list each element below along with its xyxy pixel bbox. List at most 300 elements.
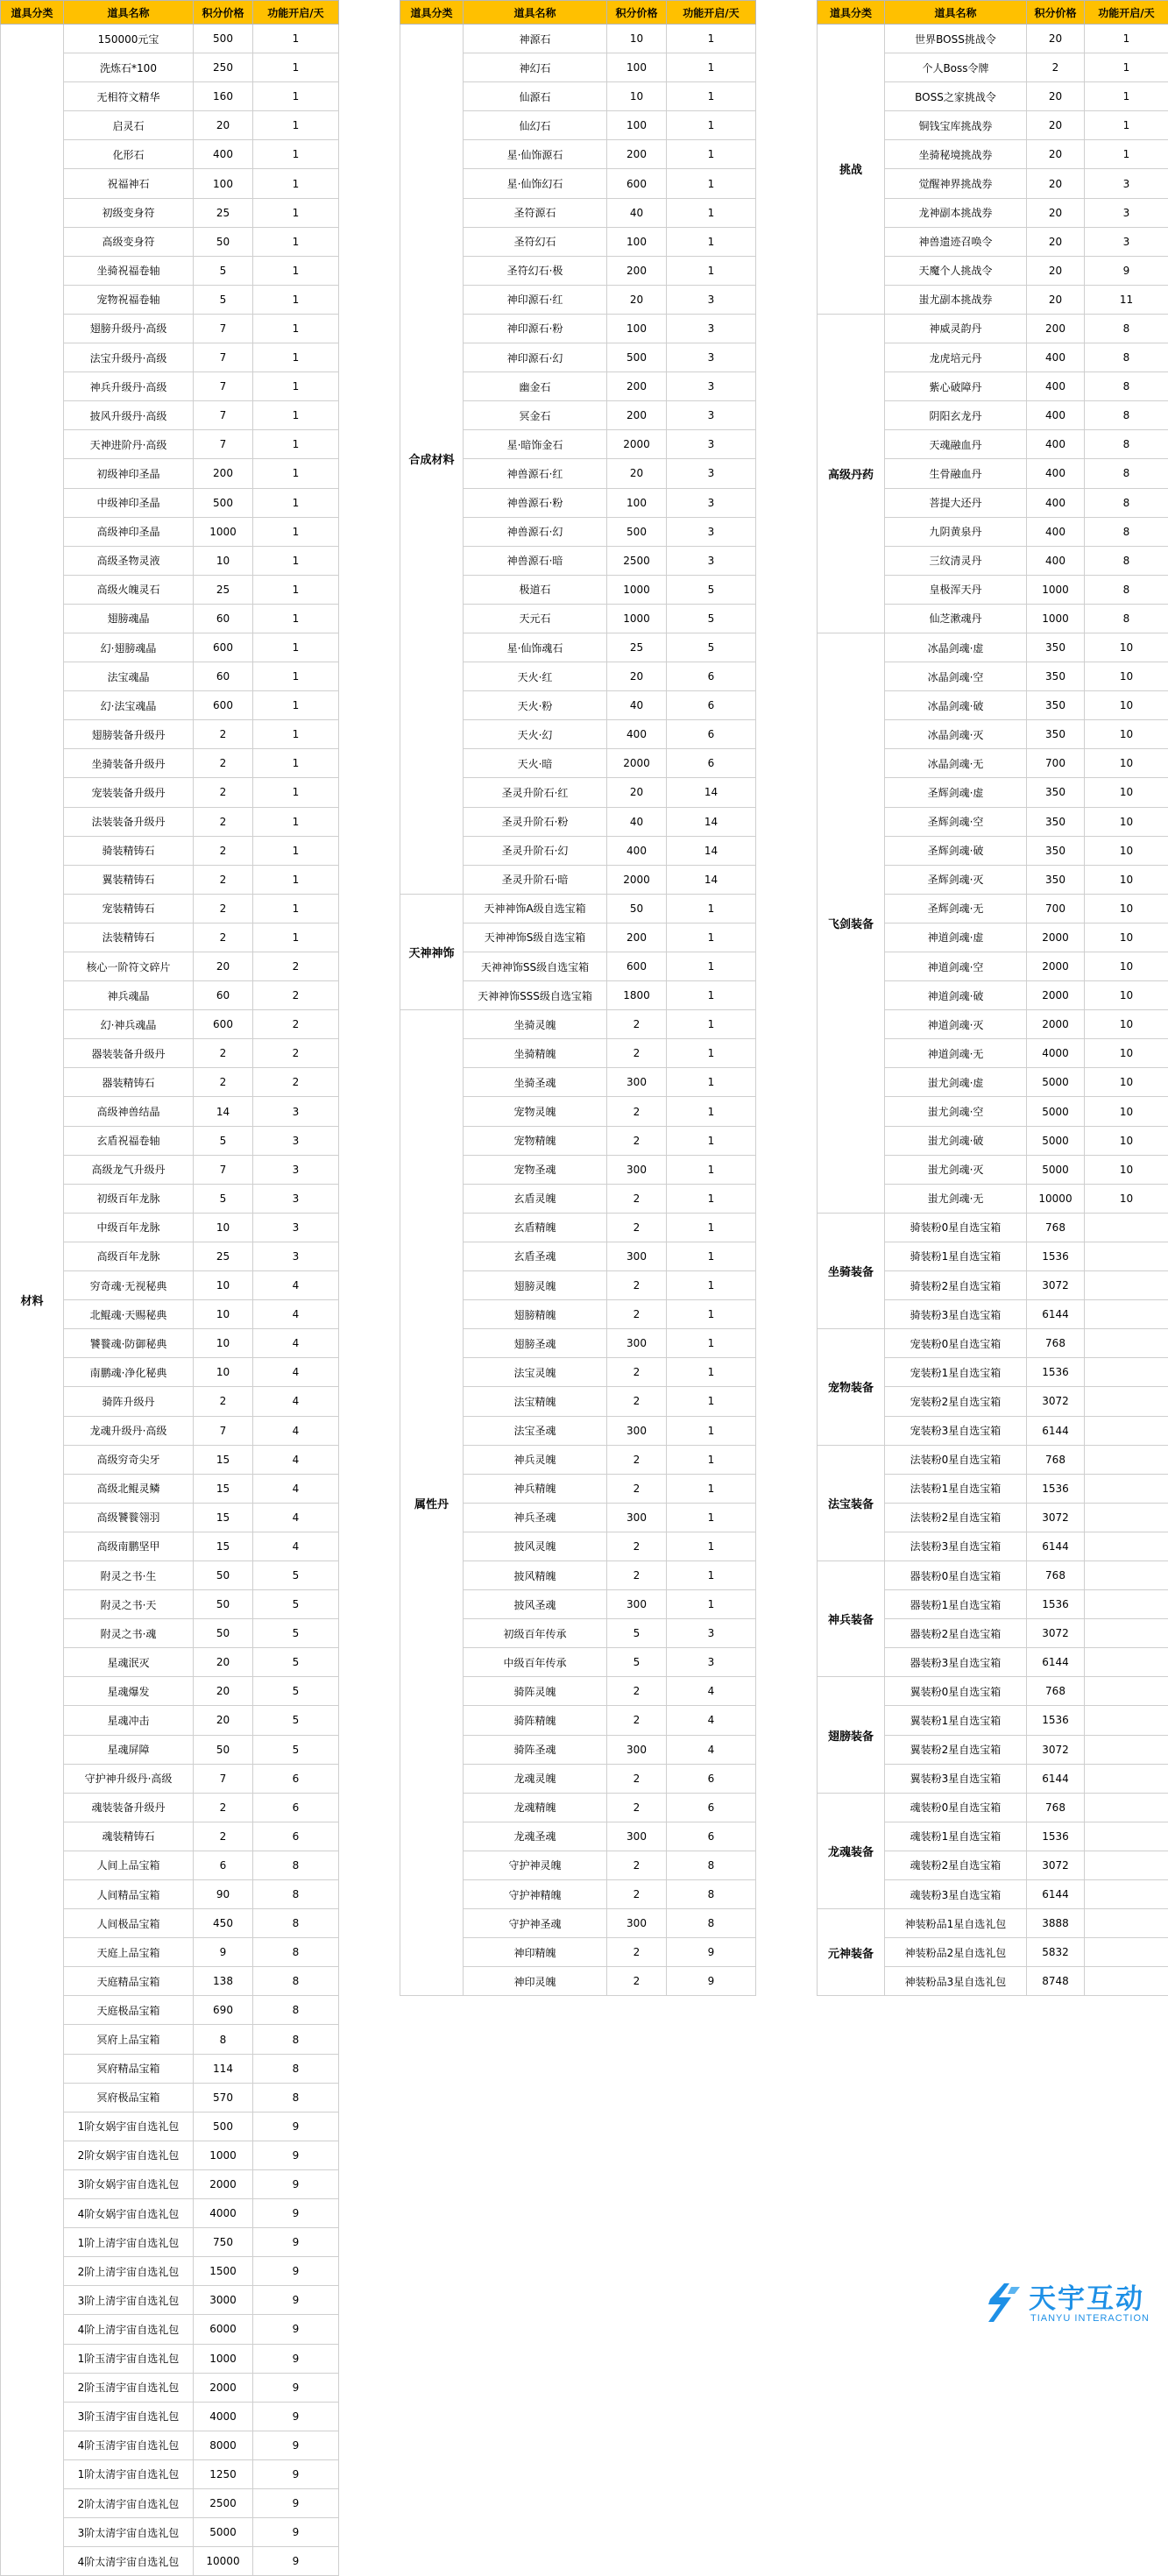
price-cell: 400: [1027, 343, 1085, 372]
day-cell: [1085, 1271, 1168, 1300]
name-cell: 天元石: [464, 604, 607, 633]
header-row: [400, 1, 756, 25]
price-cell: 100: [607, 111, 667, 140]
day-cell: 9: [253, 2169, 339, 2198]
day-cell: 1: [253, 372, 339, 401]
name-cell: 坐骑圣魂: [464, 1068, 607, 1097]
day-cell: 9: [253, 2112, 339, 2141]
day-cell: 8: [667, 1851, 756, 1879]
day-cell: 1: [667, 1213, 756, 1242]
name-cell: 骑阵灵魄: [464, 1677, 607, 1706]
name-cell: 圣辉剑魂·无: [885, 894, 1027, 923]
header-row: [818, 1, 1168, 25]
name-cell: 神兵魂晶: [64, 981, 194, 1010]
price-table-middle: [400, 0, 756, 1996]
price-cell: 200: [607, 140, 667, 169]
day-cell: 5: [253, 1619, 339, 1648]
day-cell: 1: [667, 53, 756, 82]
price-cell: 1000: [194, 517, 253, 546]
price-cell: 2: [607, 1213, 667, 1242]
day-cell: 14: [667, 865, 756, 894]
table-row: [400, 1010, 756, 1039]
day-cell: 1: [253, 865, 339, 894]
name-cell: 天火·粉: [464, 691, 607, 720]
day-cell: 6: [667, 1822, 756, 1851]
day-cell: 1: [667, 82, 756, 111]
price-cell: 1800: [607, 981, 667, 1010]
price-cell: 10: [194, 1300, 253, 1329]
day-cell: 3: [667, 430, 756, 459]
day-cell: 8: [667, 1880, 756, 1909]
price-cell: 300: [607, 1155, 667, 1184]
price-cell: 8000: [194, 2431, 253, 2459]
price-cell: 5000: [1027, 1155, 1085, 1184]
price-cell: 7: [194, 372, 253, 401]
table-row: [400, 894, 756, 923]
price-cell: 20: [1027, 25, 1085, 53]
name-cell: 披风圣魂: [464, 1590, 607, 1619]
price-cell: 400: [1027, 517, 1085, 546]
category-cell: 坐骑装备: [818, 1213, 885, 1328]
day-cell: 10: [1085, 1184, 1168, 1213]
day-cell: 1: [667, 1474, 756, 1503]
table-row: [818, 1445, 1168, 1474]
name-cell: 宠装精铸石: [64, 894, 194, 923]
day-cell: 1: [253, 691, 339, 720]
table-row: [818, 1213, 1168, 1242]
name-cell: 天神进阶丹·高级: [64, 430, 194, 459]
name-cell: 神印灵魄: [464, 1967, 607, 1996]
price-cell: 3072: [1027, 1735, 1085, 1764]
name-cell: 中级百年龙脉: [64, 1213, 194, 1242]
day-cell: 8: [1085, 575, 1168, 604]
name-cell: 神道剑魂·虚: [885, 923, 1027, 952]
name-cell: 器装粉3星自选宝箱: [885, 1648, 1027, 1677]
day-cell: 10: [1085, 836, 1168, 865]
price-cell: 2: [607, 1126, 667, 1155]
name-cell: 披风精魄: [464, 1560, 607, 1589]
table-row: [818, 1560, 1168, 1589]
day-cell: 2: [253, 981, 339, 1010]
day-cell: [1085, 1938, 1168, 1967]
price-cell: 5: [607, 1619, 667, 1648]
price-cell: 20: [194, 1677, 253, 1706]
name-cell: 无相符文精华: [64, 82, 194, 111]
table-row: [818, 1677, 1168, 1706]
day-cell: 10: [1085, 1039, 1168, 1068]
price-cell: 350: [1027, 691, 1085, 720]
price-cell: 7: [194, 314, 253, 343]
name-cell: 高级南鹏坚甲: [64, 1532, 194, 1560]
price-cell: 1536: [1027, 1242, 1085, 1270]
day-cell: 1: [667, 256, 756, 285]
price-cell: 1000: [1027, 604, 1085, 633]
name-cell: 法装装备升级丹: [64, 807, 194, 836]
name-cell: 天神神饰S级自选宝箱: [464, 923, 607, 952]
name-cell: 蚩尤剑魂·破: [885, 1126, 1027, 1155]
day-cell: [1085, 1677, 1168, 1706]
price-cell: 2: [607, 1271, 667, 1300]
name-cell: 神装粉品2星自选礼包: [885, 1938, 1027, 1967]
name-cell: 宠装粉2星自选宝箱: [885, 1387, 1027, 1416]
watermark-brand-en: TIANYU INTERACTION: [1030, 2313, 1150, 2324]
price-cell: 3000: [194, 2286, 253, 2315]
day-cell: 4: [667, 1735, 756, 1764]
name-cell: 翅膀灵魄: [464, 1271, 607, 1300]
name-cell: 坐骑装备升级丹: [64, 749, 194, 778]
price-cell: 2: [194, 1039, 253, 1068]
day-cell: 1: [667, 1010, 756, 1039]
name-cell: 星魂屏障: [64, 1735, 194, 1764]
price-cell: 600: [607, 169, 667, 198]
name-cell: 高级百年龙脉: [64, 1242, 194, 1270]
name-cell: 法装粉3星自选宝箱: [885, 1532, 1027, 1560]
name-cell: 冰晶剑魂·虚: [885, 633, 1027, 662]
price-cell: 7: [194, 401, 253, 430]
price-cell: 400: [607, 836, 667, 865]
day-cell: 5: [253, 1677, 339, 1706]
name-cell: 神印精魄: [464, 1938, 607, 1967]
day-cell: 8: [1085, 314, 1168, 343]
category-cell: 龙魂装备: [818, 1793, 885, 1908]
name-cell: 守护神精魄: [464, 1880, 607, 1909]
day-cell: 4: [253, 1300, 339, 1329]
day-cell: [1085, 1358, 1168, 1387]
price-cell: 700: [1027, 894, 1085, 923]
name-cell: 洗炼石*100: [64, 53, 194, 82]
name-cell: 2阶太清宇宙自选礼包: [64, 2488, 194, 2517]
name-cell: 圣灵升阶石·幻: [464, 836, 607, 865]
price-cell: 2: [194, 894, 253, 923]
price-cell: 6144: [1027, 1648, 1085, 1677]
day-cell: 4: [667, 1677, 756, 1706]
day-cell: 9: [253, 2141, 339, 2169]
day-cell: 8: [1085, 604, 1168, 633]
day-cell: [1085, 1822, 1168, 1851]
name-cell: 神道剑魂·破: [885, 981, 1027, 1010]
category-cell: 合成材料: [400, 25, 464, 895]
day-cell: 10: [1085, 981, 1168, 1010]
price-cell: 2000: [1027, 1010, 1085, 1039]
day-cell: 1: [1085, 25, 1168, 53]
price-cell: 200: [607, 401, 667, 430]
day-cell: 5: [667, 575, 756, 604]
price-cell: 20: [194, 952, 253, 981]
price-cell: 40: [607, 807, 667, 836]
name-cell: 法装精铸石: [64, 923, 194, 952]
name-cell: 魂装精铸石: [64, 1822, 194, 1851]
name-cell: 4阶太清宇宙自选礼包: [64, 2547, 194, 2576]
day-cell: 3: [253, 1097, 339, 1126]
name-cell: 2阶玉清宇宙自选礼包: [64, 2373, 194, 2402]
price-cell: 400: [1027, 459, 1085, 488]
name-cell: 翼装粉3星自选宝箱: [885, 1764, 1027, 1793]
price-cell: 160: [194, 82, 253, 111]
day-cell: 5: [667, 633, 756, 662]
price-cell: 2: [607, 1300, 667, 1329]
day-cell: 10: [1085, 1010, 1168, 1039]
name-cell: 阴阳玄龙丹: [885, 401, 1027, 430]
name-cell: 仙芝漱魂丹: [885, 604, 1027, 633]
day-cell: 1: [253, 169, 339, 198]
name-cell: 神兵升级丹·高级: [64, 372, 194, 401]
price-cell: 100: [607, 488, 667, 517]
price-cell: 90: [194, 1880, 253, 1909]
day-cell: 8: [1085, 343, 1168, 372]
name-cell: 冥府精品宝箱: [64, 2054, 194, 2083]
name-cell: 冰晶剑魂·灭: [885, 720, 1027, 749]
name-cell: 圣辉剑魂·破: [885, 836, 1027, 865]
name-cell: 神印源石·粉: [464, 314, 607, 343]
price-cell: 6144: [1027, 1764, 1085, 1793]
day-cell: [1085, 1590, 1168, 1619]
price-cell: 2: [607, 1039, 667, 1068]
day-cell: 1: [1085, 82, 1168, 111]
name-cell: 器装装备升级丹: [64, 1039, 194, 1068]
name-cell: 神兽源石·粉: [464, 488, 607, 517]
day-cell: 1: [667, 169, 756, 198]
day-cell: 8: [667, 1909, 756, 1938]
price-cell: 25: [607, 633, 667, 662]
day-cell: 4: [253, 1503, 339, 1532]
price-cell: 6144: [1027, 1532, 1085, 1560]
day-cell: [1085, 1909, 1168, 1938]
day-cell: [1085, 1474, 1168, 1503]
name-cell: 3阶女娲宇宙自选礼包: [64, 2169, 194, 2198]
name-cell: 玄盾灵魄: [464, 1184, 607, 1213]
price-cell: 2: [194, 778, 253, 807]
price-cell: 5: [607, 1648, 667, 1677]
price-cell: 20: [1027, 227, 1085, 256]
day-cell: 1: [253, 575, 339, 604]
day-cell: 1: [253, 140, 339, 169]
day-cell: 1: [1085, 53, 1168, 82]
name-cell: 神兵灵魄: [464, 1445, 607, 1474]
price-cell: 6: [194, 1851, 253, 1879]
name-cell: 器装粉2星自选宝箱: [885, 1619, 1027, 1648]
name-cell: 星魂冲击: [64, 1706, 194, 1735]
name-cell: 神印源石·红: [464, 285, 607, 314]
price-cell: 4000: [194, 2402, 253, 2431]
name-cell: 天庭上品宝箱: [64, 1938, 194, 1967]
price-cell: 50: [194, 1590, 253, 1619]
price-cell: 300: [607, 1822, 667, 1851]
price-cell: 2: [194, 923, 253, 952]
name-cell: 高级穷奇尖牙: [64, 1445, 194, 1474]
price-cell: 50: [194, 1619, 253, 1648]
price-cell: 25: [194, 1242, 253, 1270]
day-cell: [1085, 1213, 1168, 1242]
price-cell: 20: [1027, 285, 1085, 314]
day-cell: 1: [667, 1387, 756, 1416]
price-cell: 15: [194, 1445, 253, 1474]
name-cell: 高级饕餮翎羽: [64, 1503, 194, 1532]
price-cell: 2: [607, 1532, 667, 1560]
price-cell: 350: [1027, 633, 1085, 662]
price-cell: 300: [607, 1242, 667, 1270]
day-cell: 9: [253, 2228, 339, 2257]
name-header: 道具名称: [464, 1, 607, 25]
day-cell: 9: [253, 2547, 339, 2576]
day-cell: 3: [667, 546, 756, 575]
day-cell: 1: [253, 459, 339, 488]
day-cell: 3: [253, 1155, 339, 1184]
name-cell: 高级龙气升级丹: [64, 1155, 194, 1184]
category-header: 道具分类: [1, 1, 64, 25]
day-cell: 10: [1085, 807, 1168, 836]
day-cell: 3: [667, 285, 756, 314]
name-cell: 天火·红: [464, 662, 607, 691]
day-cell: 1: [667, 1445, 756, 1474]
name-cell: 神装粉品3星自选礼包: [885, 1967, 1027, 1996]
day-cell: 3: [667, 314, 756, 343]
price-cell: 2: [194, 1387, 253, 1416]
price-cell: 2: [607, 1764, 667, 1793]
price-cell: 200: [1027, 314, 1085, 343]
day-cell: 1: [667, 1271, 756, 1300]
price-cell: 5000: [1027, 1097, 1085, 1126]
day-cell: 3: [667, 517, 756, 546]
price-cell: 60: [194, 981, 253, 1010]
name-cell: 坐骑秘境挑战券: [885, 140, 1027, 169]
price-cell: 1000: [194, 2344, 253, 2373]
day-cell: 1: [253, 662, 339, 691]
day-cell: [1085, 1793, 1168, 1822]
day-cell: 6: [667, 662, 756, 691]
name-cell: 守护神升级丹·高级: [64, 1764, 194, 1793]
name-cell: 龙神副本挑战券: [885, 198, 1027, 227]
day-cell: 3: [667, 459, 756, 488]
day-cell: 10: [1085, 923, 1168, 952]
name-cell: 仙源石: [464, 82, 607, 111]
price-cell: 14: [194, 1097, 253, 1126]
day-cell: 3: [667, 1619, 756, 1648]
price-cell: 9: [194, 1938, 253, 1967]
name-cell: 九阴黄泉丹: [885, 517, 1027, 546]
day-cell: 9: [253, 2488, 339, 2517]
day-cell: 1: [667, 25, 756, 53]
name-cell: 1阶玉清宇宙自选礼包: [64, 2344, 194, 2373]
day-cell: [1085, 1735, 1168, 1764]
day-cell: 3: [1085, 169, 1168, 198]
day-cell: 1: [253, 546, 339, 575]
day-cell: 8: [1085, 372, 1168, 401]
table-row: [818, 314, 1168, 343]
price-cell: 3072: [1027, 1619, 1085, 1648]
header-row: [1, 1, 339, 25]
name-cell: 神兵精魄: [464, 1474, 607, 1503]
price-cell: 250: [194, 53, 253, 82]
day-cell: [1085, 1560, 1168, 1589]
price-cell: 2: [194, 836, 253, 865]
category-cell: 材料: [1, 25, 64, 2576]
price-cell: 5000: [1027, 1068, 1085, 1097]
day-cell: 1: [253, 285, 339, 314]
day-cell: 9: [667, 1967, 756, 1996]
price-cell: 3072: [1027, 1503, 1085, 1532]
price-cell: 300: [607, 1068, 667, 1097]
day-cell: 10: [1085, 894, 1168, 923]
name-cell: 天魂融血丹: [885, 430, 1027, 459]
name-cell: 神装粉品1星自选礼包: [885, 1909, 1027, 1938]
day-cell: 2: [253, 1068, 339, 1097]
name-cell: BOSS之家挑战令: [885, 82, 1027, 111]
day-cell: 14: [667, 778, 756, 807]
price-cell: 2000: [194, 2169, 253, 2198]
price-cell: 6144: [1027, 1416, 1085, 1445]
name-cell: 魂装粉0星自选宝箱: [885, 1793, 1027, 1822]
name-cell: 世界BOSS挑战令: [885, 25, 1027, 53]
name-cell: 圣辉剑魂·灭: [885, 865, 1027, 894]
table-row: [818, 1909, 1168, 1938]
name-cell: 人间上品宝箱: [64, 1851, 194, 1879]
price-cell: 400: [607, 720, 667, 749]
price-cell: 2: [607, 1184, 667, 1213]
price-cell: 6144: [1027, 1880, 1085, 1909]
day-cell: 3: [667, 1648, 756, 1677]
name-cell: 人间精品宝箱: [64, 1880, 194, 1909]
day-cell: 1: [667, 1097, 756, 1126]
price-cell: 40: [607, 198, 667, 227]
name-cell: 宠装粉0星自选宝箱: [885, 1329, 1027, 1358]
name-cell: 翼装粉2星自选宝箱: [885, 1735, 1027, 1764]
price-cell: 400: [1027, 488, 1085, 517]
day-cell: 1: [253, 227, 339, 256]
day-cell: 6: [667, 749, 756, 778]
day-cell: 3: [667, 488, 756, 517]
name-cell: 南鹏魂·净化秘典: [64, 1358, 194, 1387]
name-cell: 150000元宝: [64, 25, 194, 53]
name-cell: 冥金石: [464, 401, 607, 430]
price-cell: 20: [607, 778, 667, 807]
day-cell: 4: [253, 1474, 339, 1503]
price-cell: 2: [607, 1851, 667, 1879]
price-cell: 15: [194, 1474, 253, 1503]
price-cell: 10: [607, 82, 667, 111]
price-cell: 2: [194, 720, 253, 749]
name-cell: 圣辉剑魂·虚: [885, 778, 1027, 807]
price-cell: 768: [1027, 1793, 1085, 1822]
price-cell: 1536: [1027, 1474, 1085, 1503]
price-cell: 768: [1027, 1445, 1085, 1474]
price-cell: 2: [607, 1793, 667, 1822]
category-cell: 挑战: [818, 25, 885, 315]
day-cell: 8: [253, 2025, 339, 2054]
name-cell: 宠物祝福卷轴: [64, 285, 194, 314]
price-cell: 5832: [1027, 1938, 1085, 1967]
day-cell: 1: [667, 1560, 756, 1589]
name-cell: 星魂泯灭: [64, 1648, 194, 1677]
name-cell: 骑装粉2星自选宝箱: [885, 1271, 1027, 1300]
day-cell: 4: [253, 1271, 339, 1300]
price-cell: 4000: [194, 2199, 253, 2228]
day-cell: 1: [667, 1416, 756, 1445]
price-cell: 20: [607, 285, 667, 314]
day-cell: [1085, 1967, 1168, 1996]
price-cell: 7: [194, 1155, 253, 1184]
price-cell: 20: [1027, 111, 1085, 140]
table-row: [818, 25, 1168, 53]
category-cell: 翅膀装备: [818, 1677, 885, 1793]
day-cell: 1: [253, 778, 339, 807]
price-cell: 400: [1027, 430, 1085, 459]
tianyu-logo-icon: [985, 2280, 1023, 2325]
name-cell: 守护神圣魂: [464, 1909, 607, 1938]
day-cell: [1085, 1445, 1168, 1474]
category-cell: 神兵装备: [818, 1560, 885, 1676]
day-cell: 6: [667, 691, 756, 720]
price-cell: 200: [607, 923, 667, 952]
